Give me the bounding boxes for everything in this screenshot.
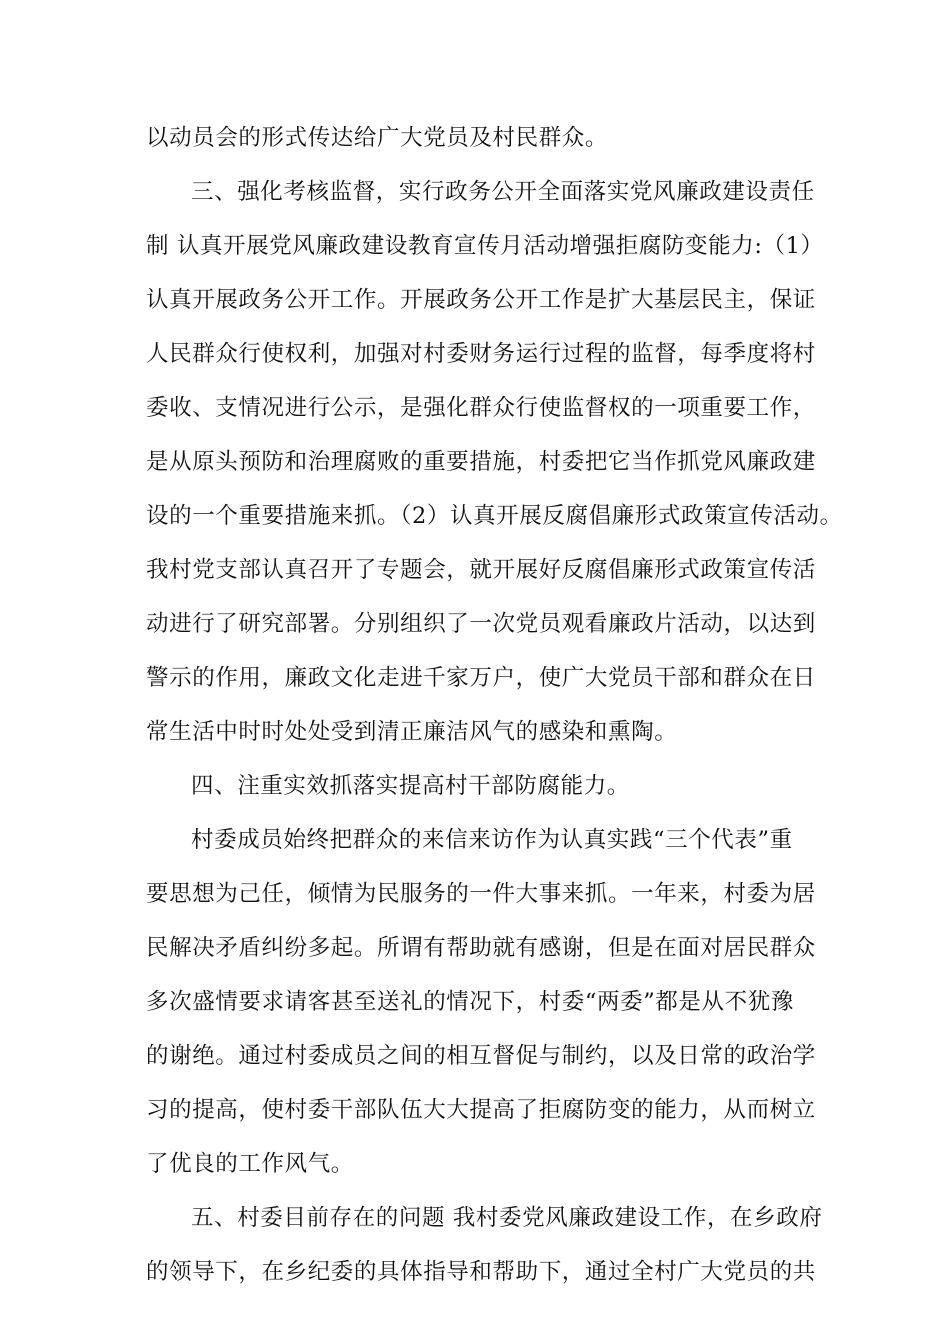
text-line: 要思想为己任，倾情为民服务的一件大事来抓。一年来，村委为居 [146, 881, 816, 907]
text-line: 人民群众行使权利，加强对村委财务运行过程的监督，每季度将村 [146, 341, 816, 367]
text-line: 多次盛情要求请客甚至送礼的情况下，村委“两委”都是从不犹豫 [146, 989, 794, 1015]
text-line: 委收、支情况进行公示，是强化群众行使监督权的一项重要工作， [146, 395, 816, 421]
text-line: 动进行了研究部署。分别组织了一次党员观看廉政片活动，以达到 [146, 611, 816, 637]
text-line: 认真开展政务公开工作。开展政务公开工作是扩大基层民主，保证 [146, 287, 816, 313]
text-line: 常生活中时时处处受到清正廉洁风气的感染和熏陶。 [146, 719, 678, 745]
text-line: 我村党支部认真召开了专题会，就开展好反腐倡廉形式政策宣传活 [146, 557, 816, 583]
text-line: 习的提高，使村委干部队伍大大提高了拒腐防变的能力，从而树立 [146, 1097, 816, 1123]
text-line: 的谢绝。通过村委成员之间的相互督促与制约，以及日常的政治学 [146, 1043, 816, 1069]
text-line: 以动员会的形式传达给广大党员及村民群众。 [146, 125, 609, 151]
text-line: 的领导下，在乡纪委的具体指导和帮助下，通过全村广大党员的共 [146, 1259, 816, 1285]
text-line: 警示的作用，廉政文化走进千家万户，使广大党员干部和群众在日 [146, 665, 816, 691]
section-heading-3: 三、强化考核监督，实行政务公开全面落实党风廉政建设责任 [191, 179, 815, 205]
text-line: 是从原头预防和治理腐败的重要措施，村委把它当作抓党风廉政建 [146, 449, 816, 475]
text-line: 设的一个重要措施来抓。（2）认真开展反腐倡廉形式政策宣传活动。 [146, 503, 843, 529]
section-heading-4: 四、注重实效抓落实提高村干部防腐能力。 [191, 773, 630, 799]
paragraph-start: 村委成员始终把群众的来信来访作为认真实践“三个代表”重 [191, 827, 793, 853]
text-line: 制 认真开展党风廉政建设教育宣传月活动增强拒腐防变能力:（1） [146, 233, 824, 259]
text-line: 民解决矛盾纠纷多起。所谓有帮助就有感谢，但是在面对居民群众 [146, 935, 816, 961]
section-heading-5: 五、村委目前存在的问题 我村委党风廉政建设工作，在乡政府 [191, 1205, 823, 1231]
text-line: 了优良的工作风气。 [146, 1151, 354, 1177]
